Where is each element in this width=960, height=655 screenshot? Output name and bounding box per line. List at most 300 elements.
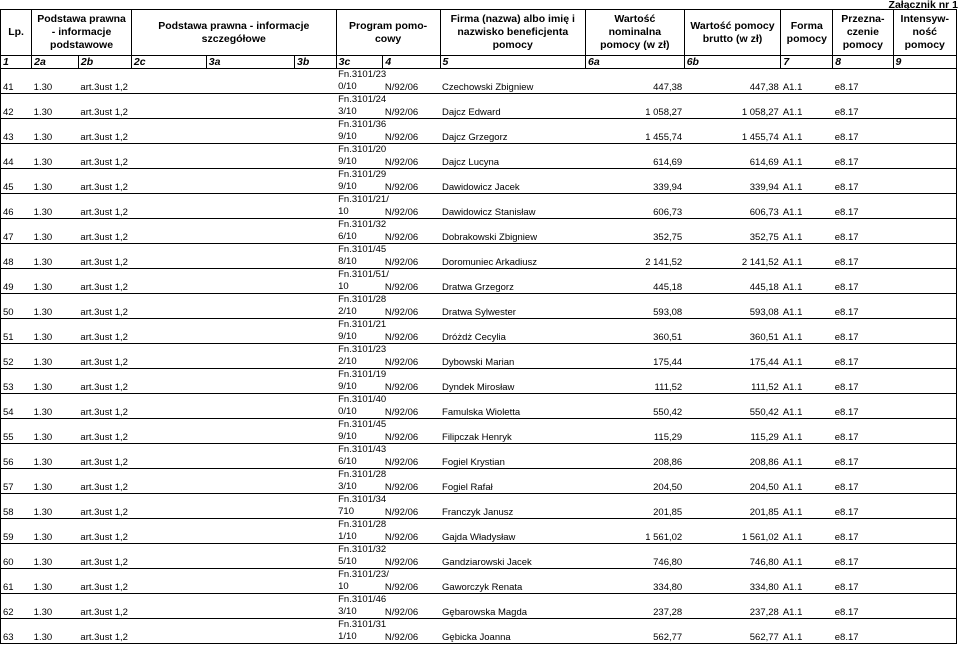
reference-line-2: 9/10 — [338, 381, 357, 392]
row-form: A1.1 — [781, 269, 833, 294]
row-program: N/92/06 — [383, 244, 440, 269]
column-number: 8 — [833, 56, 893, 69]
row-gross: 1 561,02 — [684, 519, 781, 544]
column-number: 9 — [893, 56, 956, 69]
row-form: A1.1 — [781, 319, 833, 344]
row-detail-empty — [206, 344, 336, 369]
row-gross: 175,44 — [684, 344, 781, 369]
row-intensity — [893, 294, 956, 319]
row-basic-a: 1.30 — [32, 169, 79, 194]
table-row — [1, 444, 957, 469]
row-nominal: 237,28 — [585, 594, 684, 619]
row-basic-b: art.3ust 1,2 — [78, 519, 206, 544]
row-intensity — [893, 519, 956, 544]
aid-register-table — [0, 9, 957, 644]
row-gross: 447,38 — [684, 69, 781, 94]
row-nominal: 593,08 — [585, 294, 684, 319]
row-nominal: 360,51 — [585, 319, 684, 344]
row-gross: 111,52 — [684, 369, 781, 394]
reference-line-1: Fn.3101/28 — [338, 519, 387, 530]
reference-line-2: 0/10 — [338, 406, 357, 417]
reference-line-1: Fn.3101/20 — [338, 144, 387, 155]
row-form: A1.1 — [781, 419, 833, 444]
row-nominal: 111,52 — [585, 369, 684, 394]
row-reference — [336, 569, 389, 594]
row-purpose: e8.17 — [833, 294, 893, 319]
row-basic-a: 1.30 — [32, 594, 79, 619]
reference-line-2: 9/10 — [338, 431, 357, 442]
row-basic-b: art.3ust 1,2 — [78, 419, 206, 444]
row-beneficiary: Dratwa Grzegorz — [440, 269, 585, 294]
row-nominal: 339,94 — [585, 169, 684, 194]
row-purpose: e8.17 — [833, 169, 893, 194]
row-basic-b: art.3ust 1,2 — [78, 94, 206, 119]
row-basic-b: art.3ust 1,2 — [78, 594, 206, 619]
row-reference — [336, 494, 387, 519]
row-lp: 63 — [1, 619, 32, 644]
table-row — [1, 619, 957, 644]
row-gross: 1 455,74 — [684, 119, 781, 144]
row-program: N/92/06 — [383, 394, 440, 419]
reference-line-1: Fn.3101/23/ — [338, 569, 389, 580]
table-row — [1, 394, 957, 419]
row-basic-b: art.3ust 1,2 — [78, 494, 206, 519]
row-basic-b: art.3ust 1,2 — [78, 144, 206, 169]
reference-line-2: 6/10 — [338, 456, 357, 467]
row-beneficiary: Dawidowicz Stanisław — [440, 194, 585, 219]
row-detail-empty — [206, 269, 336, 294]
row-gross: 593,08 — [684, 294, 781, 319]
table-row — [1, 544, 957, 569]
row-detail-empty — [206, 69, 336, 94]
reference-line-1: Fn.3101/45 — [338, 244, 387, 255]
row-purpose: e8.17 — [833, 119, 893, 144]
row-gross: 352,75 — [684, 219, 781, 244]
reference-line-1: Fn.3101/51/ — [338, 269, 389, 280]
reference-line-2: 3/10 — [338, 606, 357, 617]
column-number: 3b — [295, 56, 337, 69]
row-nominal: 606,73 — [585, 194, 684, 219]
row-beneficiary: Dyndek Mirosław — [440, 369, 585, 394]
row-basic-a: 1.30 — [32, 469, 79, 494]
row-purpose: e8.17 — [833, 344, 893, 369]
table-row — [1, 219, 957, 244]
row-reference — [336, 94, 387, 119]
row-intensity — [893, 344, 956, 369]
row-program: N/92/06 — [383, 444, 440, 469]
row-detail-empty — [206, 294, 336, 319]
reference-line-1: Fn.3101/23 — [338, 69, 387, 80]
reference-line-2: 2/10 — [338, 306, 357, 317]
row-detail-empty — [206, 219, 336, 244]
row-basic-a: 1.30 — [32, 144, 79, 169]
row-program: N/92/06 — [383, 419, 440, 444]
reference-line-1: Fn.3101/45 — [338, 419, 387, 430]
column-number: 1 — [1, 56, 32, 69]
table-row — [1, 269, 957, 294]
column-number: 5 — [440, 56, 585, 69]
table-row — [1, 244, 957, 269]
row-form: A1.1 — [781, 294, 833, 319]
row-nominal: 2 141,52 — [585, 244, 684, 269]
row-detail-empty — [206, 444, 336, 469]
row-detail-empty — [206, 369, 336, 394]
reference-line-1: Fn.3101/40 — [338, 394, 387, 405]
row-nominal: 115,29 — [585, 419, 684, 444]
row-nominal: 352,75 — [585, 219, 684, 244]
row-intensity — [893, 144, 956, 169]
row-gross: 208,86 — [684, 444, 781, 469]
row-purpose: e8.17 — [833, 469, 893, 494]
reference-line-2: 9/10 — [338, 331, 357, 342]
reference-line-1: Fn.3101/36 — [338, 119, 387, 130]
row-detail-empty — [206, 519, 336, 544]
row-reference — [336, 269, 389, 294]
row-program: N/92/06 — [383, 169, 440, 194]
row-basic-b: art.3ust 1,2 — [78, 469, 206, 494]
row-nominal: 334,80 — [585, 569, 684, 594]
table-row — [1, 294, 957, 319]
column-number: 6b — [684, 56, 781, 69]
row-lp: 52 — [1, 344, 32, 369]
row-form: A1.1 — [781, 519, 833, 544]
row-purpose: e8.17 — [833, 544, 893, 569]
row-gross: 360,51 — [684, 319, 781, 344]
row-lp: 45 — [1, 169, 32, 194]
row-program: N/92/06 — [383, 119, 440, 144]
reference-line-1: Fn.3101/28 — [338, 469, 387, 480]
row-purpose: e8.17 — [833, 394, 893, 419]
row-basic-b: art.3ust 1,2 — [78, 69, 206, 94]
row-intensity — [893, 244, 956, 269]
row-reference — [336, 169, 387, 194]
row-basic-b: art.3ust 1,2 — [78, 294, 206, 319]
row-basic-b: art.3ust 1,2 — [78, 244, 206, 269]
row-nominal: 562,77 — [585, 619, 684, 644]
column-number: 3c — [336, 56, 383, 69]
row-reference — [336, 219, 387, 244]
column-number-row — [1, 56, 957, 69]
row-detail-empty — [206, 319, 336, 344]
row-form: A1.1 — [781, 619, 833, 644]
row-lp: 51 — [1, 319, 32, 344]
row-intensity — [893, 219, 956, 244]
reference-line-2: 9/10 — [338, 131, 357, 142]
row-intensity — [893, 194, 956, 219]
row-program: N/92/06 — [383, 544, 440, 569]
row-basic-b: art.3ust 1,2 — [78, 319, 206, 344]
row-reference — [336, 544, 387, 569]
table-row — [1, 369, 957, 394]
row-purpose: e8.17 — [833, 219, 893, 244]
row-form: A1.1 — [781, 219, 833, 244]
row-reference — [336, 394, 387, 419]
table-row — [1, 594, 957, 619]
row-form: A1.1 — [781, 369, 833, 394]
row-basic-a: 1.30 — [32, 219, 79, 244]
row-beneficiary: Czechowski Zbigniew — [440, 69, 585, 94]
row-nominal: 550,42 — [585, 394, 684, 419]
row-lp: 62 — [1, 594, 32, 619]
row-basic-a: 1.30 — [32, 269, 79, 294]
row-program: N/92/06 — [383, 519, 440, 544]
header-basic: Podstawa prawna - informacje podstawowe — [32, 10, 132, 56]
reference-line-2: 710 — [338, 506, 354, 517]
row-lp: 57 — [1, 469, 32, 494]
row-form: A1.1 — [781, 494, 833, 519]
header-purpose: Przezna-czenie pomocy — [833, 10, 893, 56]
row-beneficiary: Fogiel Rafał — [440, 469, 585, 494]
row-basic-b: art.3ust 1,2 — [78, 444, 206, 469]
row-reference — [336, 344, 387, 369]
table-row — [1, 494, 957, 519]
row-lp: 58 — [1, 494, 32, 519]
row-basic-a: 1.30 — [32, 194, 79, 219]
row-beneficiary: Fogiel Krystian — [440, 444, 585, 469]
row-gross: 550,42 — [684, 394, 781, 419]
row-basic-a: 1.30 — [32, 519, 79, 544]
row-detail-empty — [206, 144, 336, 169]
row-lp: 50 — [1, 294, 32, 319]
table-row — [1, 419, 957, 444]
column-number: 3a — [206, 56, 294, 69]
row-purpose: e8.17 — [833, 194, 893, 219]
row-program: N/92/06 — [383, 69, 440, 94]
table-body — [1, 69, 957, 644]
row-basic-a: 1.30 — [32, 294, 79, 319]
reference-line-1: Fn.3101/43 — [338, 444, 387, 455]
table-row — [1, 319, 957, 344]
row-beneficiary: Famulska Wioletta — [440, 394, 585, 419]
column-number: 6a — [585, 56, 684, 69]
row-form: A1.1 — [781, 169, 833, 194]
row-beneficiary: Dajcz Edward — [440, 94, 585, 119]
row-detail-empty — [206, 494, 336, 519]
row-lp: 61 — [1, 569, 32, 594]
row-purpose: e8.17 — [833, 319, 893, 344]
reference-line-1: Fn.3101/19 — [338, 369, 387, 380]
row-reference — [336, 194, 389, 219]
row-basic-b: art.3ust 1,2 — [78, 394, 206, 419]
row-basic-a: 1.30 — [32, 344, 79, 369]
row-lp: 44 — [1, 144, 32, 169]
row-reference — [336, 319, 387, 344]
reference-line-2: 8/10 — [338, 256, 357, 267]
row-lp: 56 — [1, 444, 32, 469]
row-detail-empty — [206, 169, 336, 194]
row-intensity — [893, 619, 956, 644]
row-basic-a: 1.30 — [32, 119, 79, 144]
row-purpose: e8.17 — [833, 444, 893, 469]
row-detail-empty — [206, 394, 336, 419]
row-intensity — [893, 119, 956, 144]
row-detail-empty — [206, 469, 336, 494]
row-basic-b: art.3ust 1,2 — [78, 369, 206, 394]
row-beneficiary: Gandziarowski Jacek — [440, 544, 585, 569]
row-reference — [336, 369, 387, 394]
column-number: 2b — [78, 56, 131, 69]
row-reference — [336, 244, 387, 269]
row-form: A1.1 — [781, 244, 833, 269]
row-program: N/92/06 — [383, 269, 440, 294]
table-row — [1, 194, 957, 219]
row-basic-b: art.3ust 1,2 — [78, 569, 206, 594]
header-row — [1, 10, 957, 56]
reference-line-1: Fn.3101/34 — [338, 494, 387, 505]
reference-line-1: Fn.3101/23 — [338, 344, 387, 355]
row-lp: 49 — [1, 269, 32, 294]
reference-line-2: 10 — [338, 206, 349, 217]
row-basic-a: 1.30 — [32, 369, 79, 394]
reference-line-2: 6/10 — [338, 231, 357, 242]
row-gross: 339,94 — [684, 169, 781, 194]
row-form: A1.1 — [781, 144, 833, 169]
row-nominal: 1 455,74 — [585, 119, 684, 144]
header-nominal: Wartość nominalna pomocy (w zł) — [585, 10, 684, 56]
column-number: 2a — [32, 56, 79, 69]
row-beneficiary: Gajda Władysław — [440, 519, 585, 544]
row-nominal: 746,80 — [585, 544, 684, 569]
reference-line-1: Fn.3101/46 — [338, 594, 387, 605]
row-gross: 445,18 — [684, 269, 781, 294]
row-basic-b: art.3ust 1,2 — [78, 544, 206, 569]
row-program: N/92/06 — [383, 569, 440, 594]
row-basic-b: art.3ust 1,2 — [78, 344, 206, 369]
row-program: N/92/06 — [383, 144, 440, 169]
row-basic-a: 1.30 — [32, 494, 79, 519]
column-number: 7 — [781, 56, 833, 69]
row-intensity — [893, 569, 956, 594]
header-gross: Wartość pomocy brutto (w zł) — [684, 10, 781, 56]
row-purpose: e8.17 — [833, 569, 893, 594]
row-basic-a: 1.30 — [32, 569, 79, 594]
row-beneficiary: Dybowski Marian — [440, 344, 585, 369]
reference-line-2: 1/10 — [338, 631, 357, 642]
row-lp: 59 — [1, 519, 32, 544]
row-reference — [336, 594, 387, 619]
row-detail-empty — [206, 94, 336, 119]
row-purpose: e8.17 — [833, 619, 893, 644]
row-gross: 201,85 — [684, 494, 781, 519]
row-program: N/92/06 — [383, 369, 440, 394]
reference-line-2: 10 — [338, 581, 349, 592]
row-basic-a: 1.30 — [32, 444, 79, 469]
row-basic-b: art.3ust 1,2 — [78, 169, 206, 194]
row-nominal: 614,69 — [585, 144, 684, 169]
row-basic-a: 1.30 — [32, 69, 79, 94]
row-detail-empty — [206, 194, 336, 219]
row-basic-a: 1.30 — [32, 319, 79, 344]
row-gross: 606,73 — [684, 194, 781, 219]
header-detailed: Podstawa prawna - informacje szczegółowe — [131, 10, 336, 56]
row-gross: 562,77 — [684, 619, 781, 644]
row-reference — [336, 294, 387, 319]
row-purpose: e8.17 — [833, 94, 893, 119]
row-form: A1.1 — [781, 119, 833, 144]
row-basic-a: 1.30 — [32, 244, 79, 269]
row-lp: 54 — [1, 394, 32, 419]
row-lp: 42 — [1, 94, 32, 119]
row-basic-a: 1.30 — [32, 419, 79, 444]
row-program: N/92/06 — [383, 619, 440, 644]
table-row — [1, 344, 957, 369]
row-basic-a: 1.30 — [32, 394, 79, 419]
row-intensity — [893, 169, 956, 194]
row-intensity — [893, 394, 956, 419]
row-beneficiary: Franczyk Janusz — [440, 494, 585, 519]
row-beneficiary: Dobrakowski Zbigniew — [440, 219, 585, 244]
table-row — [1, 69, 957, 94]
row-basic-a: 1.30 — [32, 94, 79, 119]
table-row — [1, 144, 957, 169]
table-row — [1, 469, 957, 494]
reference-line-1: Fn.3101/21/ — [338, 194, 389, 205]
table-row — [1, 119, 957, 144]
row-intensity — [893, 469, 956, 494]
row-detail-empty — [206, 619, 336, 644]
row-purpose: e8.17 — [833, 269, 893, 294]
row-form: A1.1 — [781, 394, 833, 419]
row-reference — [336, 444, 387, 469]
row-lp: 60 — [1, 544, 32, 569]
row-program: N/92/06 — [383, 94, 440, 119]
row-reference — [336, 419, 387, 444]
row-basic-b: art.3ust 1,2 — [78, 219, 206, 244]
table-row — [1, 169, 957, 194]
header-intensity: Intensyw-ność pomocy — [893, 10, 956, 56]
reference-line-2: 2/10 — [338, 356, 357, 367]
row-detail-empty — [206, 244, 336, 269]
row-purpose: e8.17 — [833, 244, 893, 269]
row-gross: 204,50 — [684, 469, 781, 494]
table-row — [1, 94, 957, 119]
row-lp: 48 — [1, 244, 32, 269]
row-form: A1.1 — [781, 594, 833, 619]
row-detail-empty — [206, 419, 336, 444]
column-number: 2c — [131, 56, 206, 69]
row-intensity — [893, 494, 956, 519]
row-beneficiary: Doromuniec Arkadiusz — [440, 244, 585, 269]
row-basic-b: art.3ust 1,2 — [78, 194, 206, 219]
row-form: A1.1 — [781, 344, 833, 369]
row-lp: 46 — [1, 194, 32, 219]
reference-line-2: 1/10 — [338, 531, 357, 542]
row-purpose: e8.17 — [833, 494, 893, 519]
row-reference — [336, 69, 387, 94]
row-detail-empty — [206, 119, 336, 144]
row-purpose: e8.17 — [833, 419, 893, 444]
row-program: N/92/06 — [383, 219, 440, 244]
reference-line-2: 10 — [338, 281, 349, 292]
reference-line-1: Fn.3101/29 — [338, 169, 387, 180]
table-row — [1, 519, 957, 544]
row-program: N/92/06 — [383, 469, 440, 494]
row-gross: 334,80 — [684, 569, 781, 594]
row-detail-empty — [206, 569, 336, 594]
reference-line-2: 3/10 — [338, 481, 357, 492]
row-basic-a: 1.30 — [32, 544, 79, 569]
row-lp: 47 — [1, 219, 32, 244]
row-intensity — [893, 419, 956, 444]
row-intensity — [893, 269, 956, 294]
row-basic-b: art.3ust 1,2 — [78, 619, 206, 644]
reference-line-2: 9/10 — [338, 156, 357, 167]
row-gross: 237,28 — [684, 594, 781, 619]
row-detail-empty — [206, 594, 336, 619]
row-beneficiary: Filipczak Henryk — [440, 419, 585, 444]
row-beneficiary: Gębarowska Magda — [440, 594, 585, 619]
row-basic-b: art.3ust 1,2 — [78, 269, 206, 294]
